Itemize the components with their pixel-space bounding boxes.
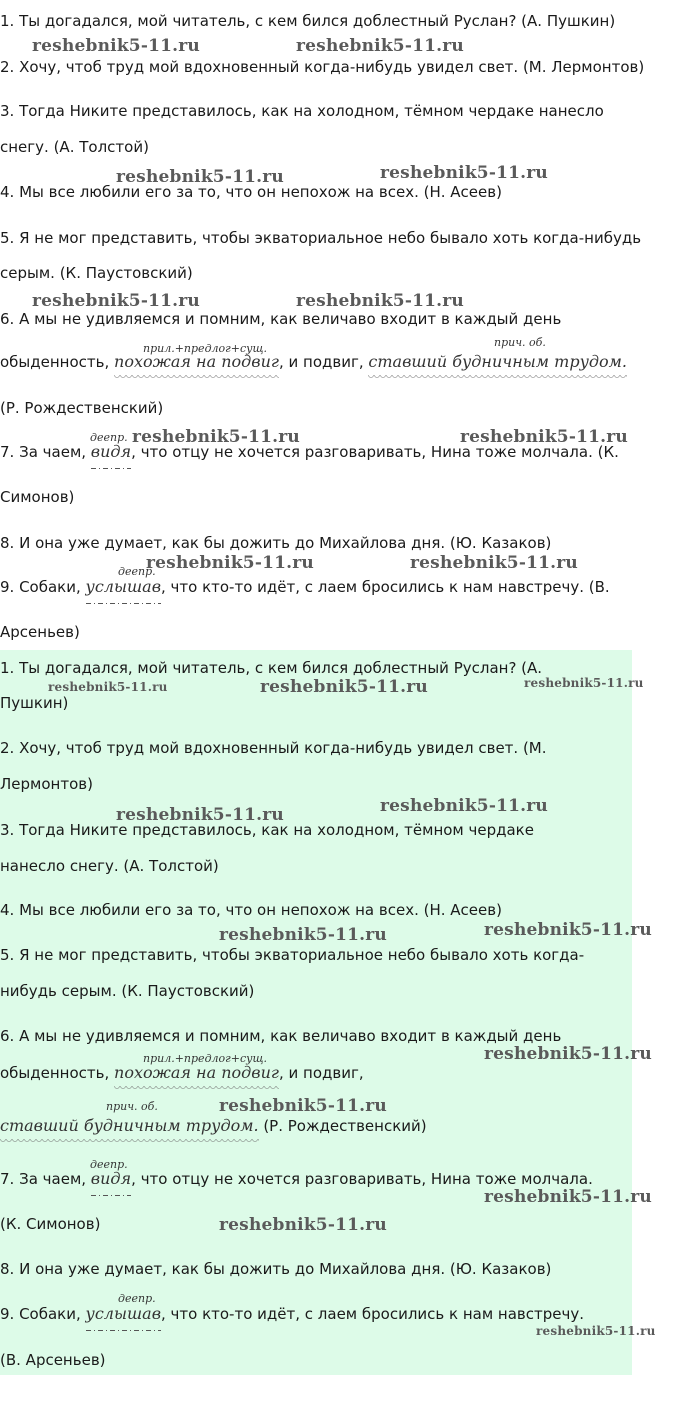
answer-sentence-1-cont: Пушкин) — [0, 694, 69, 712]
task-sentence-8: 8. И она уже думает, как бы дожить до Михайлова дня. (Ю. Казаков) — [0, 534, 552, 552]
text-fragment: (Р. Рождественский) — [258, 1117, 427, 1135]
adjective-phrase-underlined — [114, 352, 279, 372]
task-sentence-9-cont: Арсеньев) — [0, 623, 80, 641]
answer-sentence-4: 4. Мы все любили его за то, что он непохож на всех. (Н. Асеев) — [0, 901, 502, 919]
gerund-underlined — [91, 1169, 131, 1189]
annotation-participle-phrase: прич. об. — [106, 1100, 158, 1113]
answer-sentence-9 — [0, 1304, 584, 1324]
gerund-text: видя — [90, 442, 132, 461]
task-sentence-6-cont: (Р. Рождественский) — [0, 399, 164, 417]
text-fragment: 7. За чаем, — [0, 443, 91, 461]
task-sentence-3: 3. Тогда Никите представилось, как на холодном, тёмном чердаке нанесло — [0, 102, 604, 120]
dashdot-underline — [86, 603, 161, 604]
annotation-gerund: деепр. — [90, 431, 128, 444]
task-sentence-6-line2 — [0, 352, 627, 372]
text-fragment: , что кто-то идёт, с лаем бросились к нам навстречу. — [161, 1305, 585, 1323]
participle-phrase-underlined — [0, 1116, 259, 1136]
text-fragment: , что отцу не хочется разговаривать, Нина тоже молчала. (К. — [131, 443, 619, 461]
phrase-text: похожая на подвиг — [114, 1063, 279, 1082]
gerund-underlined — [86, 577, 161, 597]
answer-sentence-7-cont: (К. Симонов) — [0, 1215, 101, 1233]
task-sentence-1: 1. Ты догадался, мой читатель, с кем бился доблестный Руслан? (А. Пушкин) — [0, 12, 616, 30]
annotation-adj-prep-noun: прил.+предлог+сущ. — [143, 1052, 267, 1065]
watermark: reshebnik5-11.ru — [219, 925, 387, 945]
task-sentence-7 — [0, 442, 619, 462]
answer-sentence-3-cont: нанесло снегу. (А. Толстой) — [0, 857, 219, 875]
gerund-underlined — [91, 442, 131, 462]
watermark: reshebnik5-11.ru — [484, 1187, 652, 1207]
task-sentence-3-cont: снегу. (А. Толстой) — [0, 138, 149, 156]
text-fragment: 9. Собаки, — [0, 1305, 86, 1323]
watermark: reshebnik5-11.ru — [32, 36, 200, 56]
answer-sentence-7 — [0, 1169, 593, 1189]
watermark: reshebnik5-11.ru — [296, 291, 464, 311]
answer-sentence-3: 3. Тогда Никите представилось, как на холодном, тёмном чердаке — [0, 821, 534, 839]
watermark: reshebnik5-11.ru — [296, 36, 464, 56]
dashdot-underline — [86, 1330, 161, 1331]
watermark: reshebnik5-11.ru — [484, 1044, 652, 1064]
text-fragment: , и подвиг, — [278, 353, 369, 371]
watermark: reshebnik5-11.ru — [116, 805, 284, 825]
task-sentence-4: 4. Мы все любили его за то, что он непохож на всех. (Н. Асеев) — [0, 183, 502, 201]
wavy-underline — [0, 1139, 259, 1144]
text-fragment: , что кто-то идёт, с лаем бросились к нам навстречу. (В. — [161, 578, 610, 596]
watermark: reshebnik5-11.ru — [380, 163, 548, 183]
watermark: reshebnik5-11.ru — [260, 677, 428, 697]
watermark: reshebnik5-11.ru — [380, 796, 548, 816]
text-fragment: , и подвиг, — [278, 1064, 364, 1082]
adjective-phrase-underlined — [114, 1063, 279, 1083]
annotation-adj-prep-noun: прил.+предлог+сущ. — [143, 342, 267, 355]
task-sentence-9 — [0, 577, 610, 597]
watermark: reshebnik5-11.ru — [460, 427, 628, 447]
watermark: reshebnik5-11.ru — [146, 553, 314, 573]
phrase-text: ставший будничным трудом. — [368, 352, 627, 371]
watermark: reshebnik5-11.ru — [32, 291, 200, 311]
answer-sentence-5-cont: нибудь серым. (К. Паустовский) — [0, 982, 255, 1000]
wavy-underline — [114, 375, 279, 380]
gerund-text: услышав — [85, 1304, 161, 1323]
annotation-gerund: деепр. — [118, 565, 156, 578]
watermark: reshebnik5-11.ru — [410, 553, 578, 573]
answer-sentence-6: 6. А мы не удивляемся и помним, как величаво входит в каждый день — [0, 1027, 562, 1045]
answer-sentence-9-cont: (В. Арсеньев) — [0, 1351, 106, 1369]
watermark: reshebnik5-11.ru — [219, 1215, 387, 1235]
task-sentence-6: 6. А мы не удивляемся и помним, как величаво входит в каждый день — [0, 310, 562, 328]
text-fragment: обыденность, — [0, 353, 115, 371]
task-sentence-7-cont: Симонов) — [0, 488, 75, 506]
participle-phrase-underlined — [368, 352, 627, 372]
watermark: reshebnik5-11.ru — [132, 427, 300, 447]
watermark: reshebnik5-11.ru — [48, 680, 168, 694]
watermark: reshebnik5-11.ru — [484, 920, 652, 940]
answer-sentence-1: 1. Ты догадался, мой читатель, с кем бился доблестный Руслан? (А. — [0, 659, 543, 677]
answer-sentence-2-cont: Лермонтов) — [0, 775, 93, 793]
watermark: reshebnik5-11.ru — [536, 1324, 656, 1338]
task-sentence-2: 2. Хочу, чтоб труд мой вдохновенный когда-нибудь увидел свет. (М. Лермонтов) — [0, 58, 645, 76]
answer-sentence-6-line2 — [0, 1063, 364, 1083]
gerund-text: услышав — [85, 577, 161, 596]
annotation-gerund: деепр. — [90, 1158, 128, 1171]
gerund-text: видя — [90, 1169, 132, 1188]
dashdot-underline — [91, 1195, 131, 1196]
answer-sentence-2: 2. Хочу, чтоб труд мой вдохновенный когда-нибудь увидел свет. (М. — [0, 739, 547, 757]
task-sentence-5: 5. Я не мог представить, чтобы экваториальное небо бывало хоть когда-нибудь — [0, 229, 642, 247]
text-fragment: 9. Собаки, — [0, 578, 86, 596]
text-fragment: 7. За чаем, — [0, 1170, 91, 1188]
text-fragment: , что отцу не хочется разговаривать, Нина тоже молчала. — [131, 1170, 593, 1188]
watermark: reshebnik5-11.ru — [524, 676, 644, 690]
answer-sentence-6-line3 — [0, 1116, 427, 1136]
answer-sentence-8: 8. И она уже думает, как бы дожить до Михайлова дня. (Ю. Казаков) — [0, 1260, 552, 1278]
phrase-text: похожая на подвиг — [114, 352, 279, 371]
phrase-text: ставший будничным трудом. — [0, 1116, 259, 1135]
watermark: reshebnik5-11.ru — [219, 1096, 387, 1116]
task-sentence-5-cont: серым. (К. Паустовский) — [0, 264, 193, 282]
answer-sentence-5: 5. Я не мог представить, чтобы экваториальное небо бывало хоть когда- — [0, 946, 585, 964]
annotation-participle-phrase: прич. об. — [494, 336, 546, 349]
dashdot-underline — [91, 468, 131, 469]
wavy-underline — [368, 375, 627, 380]
text-fragment: обыденность, — [0, 1064, 115, 1082]
wavy-underline — [114, 1086, 279, 1091]
annotation-gerund: деепр. — [118, 1292, 156, 1305]
gerund-underlined — [86, 1304, 161, 1324]
watermark: reshebnik5-11.ru — [116, 167, 284, 187]
